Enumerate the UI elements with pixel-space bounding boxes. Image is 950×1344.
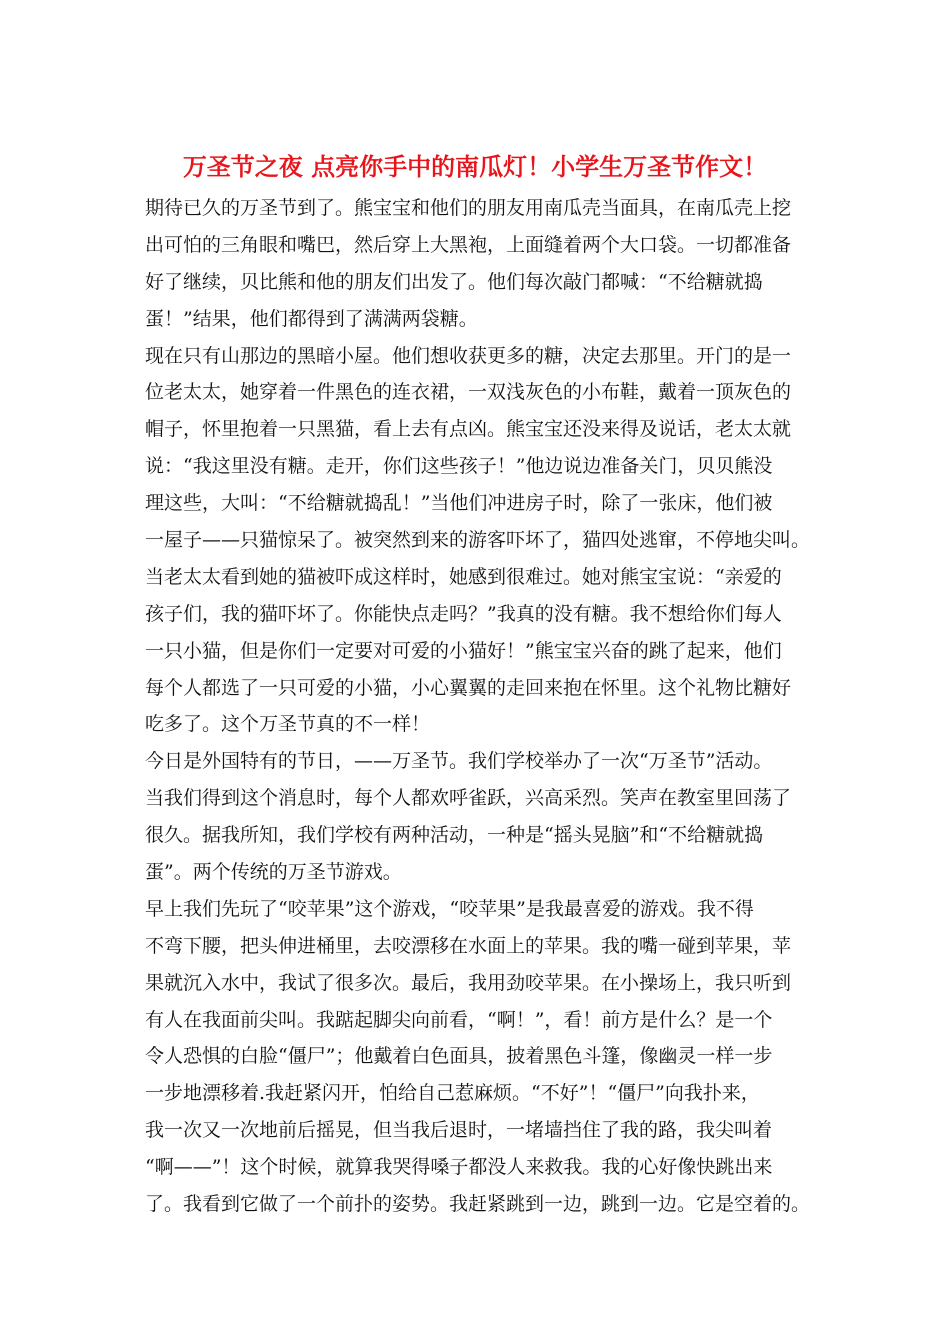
text-line: “啊——”！这个时候，就算我哭得嗓子都没人来救我。我的心好像快跳出来 <box>145 1156 773 1179</box>
document-title: 万圣节之夜 点亮你手中的南瓜灯！小学生万圣节作文！ <box>182 152 768 181</box>
text-line: 一步地漂移着.我赶紧闪开，怕给自己惹麻烦。“不好”！“僵尸”向我扑来， <box>145 1082 760 1105</box>
paragraph-4 <box>145 743 805 891</box>
text-line: 我一次又一次地前后摇晃，但当我后退时，一堵墙挡住了我的路，我尖叫着 <box>145 1119 773 1142</box>
text-line: 果就沉入水中，我试了很多次。最后，我用劲咬苹果。在小操场上，我只听到 <box>145 971 792 994</box>
text-line: 不弯下腰，把头伸进桶里，去咬漂移在水面上的苹果。我的嘴一碰到苹果，苹 <box>145 934 792 957</box>
text-line: 期待已久的万圣节到了。熊宝宝和他们的朋友用南瓜壳当面具，在南瓜壳上挖 <box>145 197 792 219</box>
text-line: 位老太太，她穿着一件黑色的连衣裙，一双浅灰色的小布鞋，戴着一顶灰色的 <box>145 381 792 404</box>
text-line: 好了继续，贝比熊和他的朋友们出发了。他们每次敲门都喊：“不给糖就捣 <box>145 270 763 293</box>
text-line: 早上我们先玩了“咬苹果”这个游戏，“咬苹果”是我最喜爱的游戏。我不得 <box>145 897 754 920</box>
text-line: 了。我看到它做了一个前扑的姿势。我赶紧跳到一边，跳到一边。它是空着的。 <box>145 1193 811 1216</box>
text-line: 出可怕的三角眼和嘴巴，然后穿上大黑袍，上面缝着两个大口袋。一切都准备 <box>145 233 792 256</box>
text-line: 很久。据我所知，我们学校有两种活动，一种是“摇头晃脑”和“不给糖就捣 <box>145 824 764 847</box>
text-line: 每个人都选了一只可爱的小猫，小心翼翼的走回来抱在怀里。这个礼物比糖好 <box>145 676 792 699</box>
text-line: 令人恐惧的白脸“僵尸”；他戴着白色面具，披着黑色斗篷，像幽灵一样一步 <box>145 1045 773 1068</box>
text-line: 蛋”。两个传统的万圣节游戏。 <box>145 861 402 884</box>
text-line: 蛋！”结果，他们都得到了满满两袋糖。 <box>145 307 478 330</box>
text-line: 现在只有山那边的黑暗小屋。他们想收获更多的糖，决定去那里。开门的是一 <box>145 344 792 367</box>
text-line: 吃多了。这个万圣节真的不一样！ <box>145 713 431 736</box>
text-line: 当我们得到这个消息时，每个人都欢呼雀跃，兴高采烈。笑声在教室里回荡了 <box>145 787 792 810</box>
text-line: 一屋子——只猫惊呆了。被突然到来的游客吓坏了，猫四处逃窜，不停地尖叫。 <box>145 529 811 552</box>
text-line: 有人在我面前尖叫。我踮起脚尖向前看，“啊！”，看！前方是什么？是一个 <box>145 1008 773 1031</box>
text-line: 当老太太看到她的猫被吓成这样时，她感到很难过。她对熊宝宝说：“亲爱的 <box>145 565 782 588</box>
text-line: 说：“我这里没有糖。走开，你们这些孩子！”他边说边准备关门，贝贝熊没 <box>145 455 773 478</box>
document-body <box>145 190 811 1223</box>
text-line: 孩子们，我的猫吓坏了。你能快点走吗？”我真的没有糖。我不想给你们每人 <box>145 602 782 625</box>
text-line: 理这些，大叫：“不给糖就捣乱！”当他们冲进房子时，除了一张床，他们被 <box>145 492 773 515</box>
text-line: 今日是外国特有的节日，——万圣节。我们学校举办了一次“万圣节”活动。 <box>145 750 773 773</box>
paragraph-3 <box>145 559 805 743</box>
paragraph-1 <box>145 190 805 338</box>
text-line: 一只小猫，但是你们一定要对可爱的小猫好！”熊宝宝兴奋的跳了起来，他们 <box>145 639 782 662</box>
paragraph-5 <box>145 891 811 1223</box>
text-line: 帽子，怀里抱着一只黑猫，看上去有点凶。熊宝宝还没来得及说话，老太太就 <box>145 418 792 441</box>
paragraph-2 <box>145 338 811 559</box>
